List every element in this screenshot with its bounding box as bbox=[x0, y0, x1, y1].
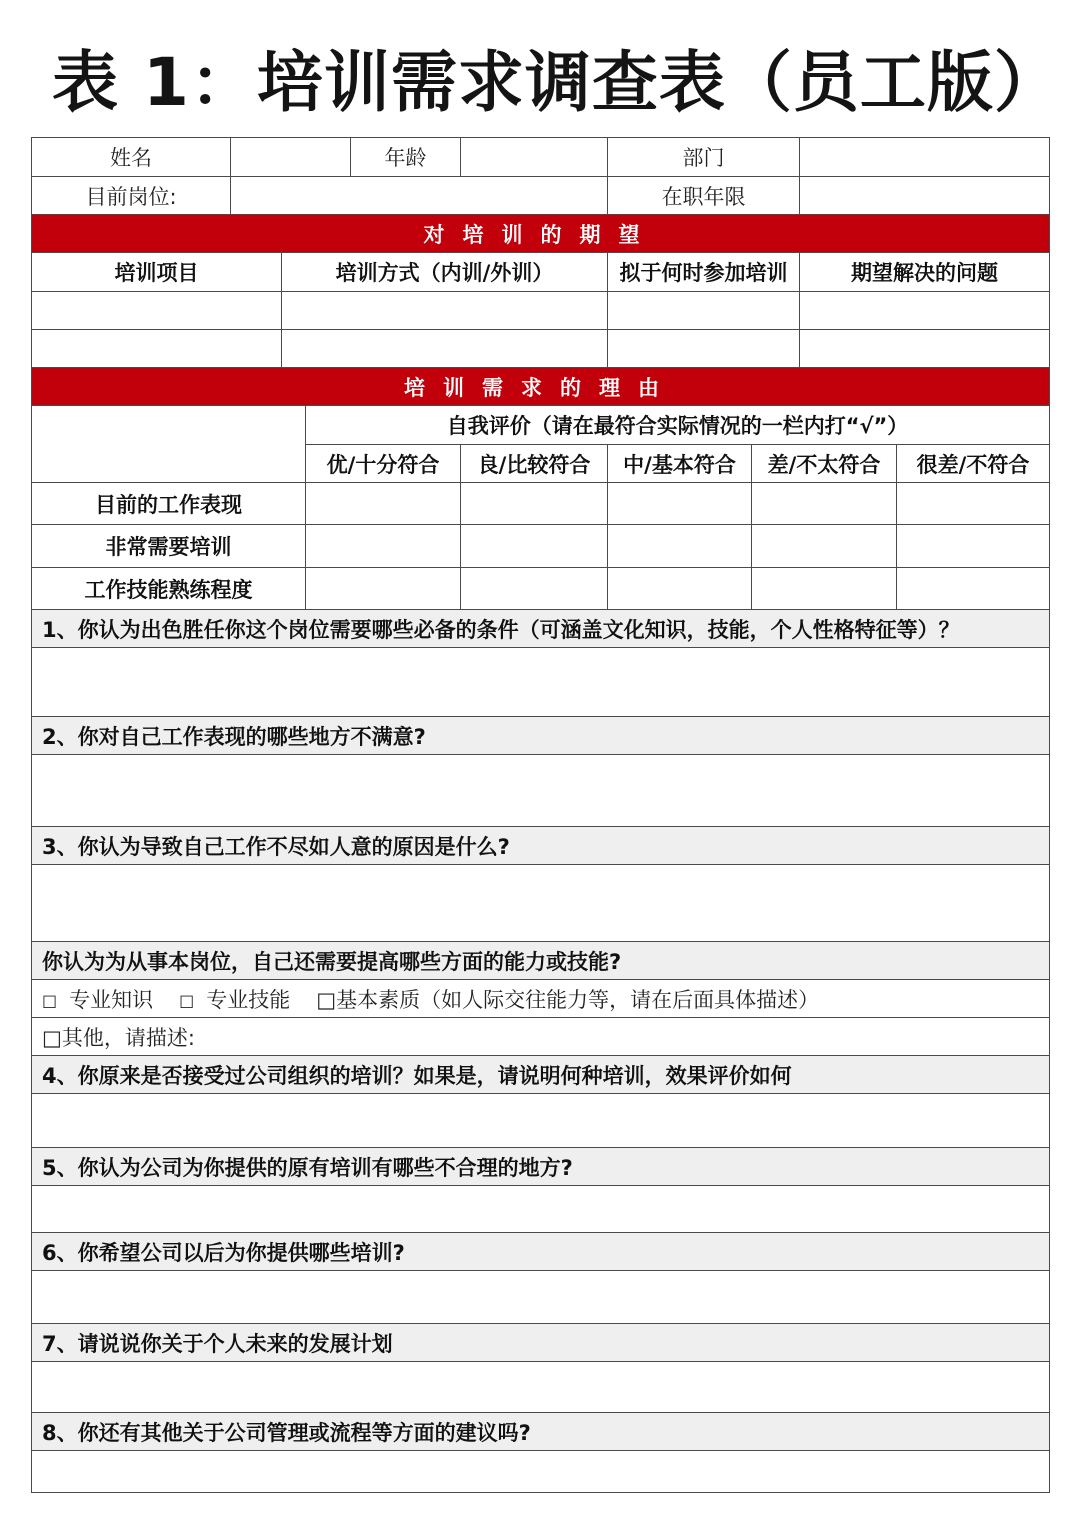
option-basic-quality[interactable]: □基本素质（如人际交往能力等，请在后面具体描述） bbox=[316, 987, 820, 1012]
rating-cell[interactable] bbox=[306, 568, 461, 610]
page-title: 表 1：培训需求调查表（员工版） bbox=[52, 44, 1061, 121]
tenure-field[interactable] bbox=[800, 177, 1050, 215]
answer-8[interactable] bbox=[32, 1451, 1050, 1493]
question-6: 6、你希望公司以后为你提供哪些培训? bbox=[32, 1233, 1050, 1271]
question-5: 5、你认为公司为你提供的原有培训有哪些不合理的地方? bbox=[32, 1148, 1050, 1186]
rating-cell[interactable] bbox=[306, 483, 461, 525]
question-4: 4、你原来是否接受过公司组织的培训？如果是，请说明何种培训，效果评价如何 bbox=[32, 1056, 1050, 1094]
checkbox-icon[interactable]: □ bbox=[42, 990, 58, 1010]
rating-cell[interactable] bbox=[461, 483, 608, 525]
answer-7[interactable] bbox=[32, 1362, 1050, 1413]
header-expected-problem: 期望解决的问题 bbox=[800, 253, 1050, 292]
rating-cell[interactable] bbox=[752, 568, 897, 610]
answer-4[interactable] bbox=[32, 1094, 1050, 1148]
expectation-cell[interactable] bbox=[282, 292, 608, 330]
rating-cell[interactable] bbox=[897, 568, 1050, 610]
answer-1[interactable] bbox=[32, 648, 1050, 717]
rating-cell[interactable] bbox=[608, 568, 752, 610]
eval-row-label: 目前的工作表现 bbox=[32, 483, 306, 525]
option-other[interactable]: □其他，请描述: bbox=[32, 1018, 1050, 1056]
question-1: 1、你认为出色胜任你这个岗位需要哪些必备的条件（可涵盖文化知识，技能，个人性格特征等）？ bbox=[32, 610, 1050, 648]
age-label: 年龄 bbox=[351, 138, 461, 177]
name-label: 姓名 bbox=[32, 138, 231, 177]
eval-row-label: 工作技能熟练程度 bbox=[32, 568, 306, 610]
answer-6[interactable] bbox=[32, 1271, 1050, 1324]
question-8: 8、你还有其他关于公司管理或流程等方面的建议吗? bbox=[32, 1413, 1050, 1451]
header-training-mode: 培训方式（内训/外训） bbox=[282, 253, 608, 292]
option-professional-knowledge[interactable]: □ 专业知识 bbox=[42, 987, 154, 1012]
age-field[interactable] bbox=[461, 138, 608, 177]
rating-cell[interactable] bbox=[608, 525, 752, 568]
expectation-cell[interactable] bbox=[608, 292, 800, 330]
answer-2[interactable] bbox=[32, 755, 1050, 827]
ability-options bbox=[32, 980, 1050, 1018]
name-field[interactable] bbox=[231, 138, 351, 177]
table-row bbox=[32, 330, 1050, 368]
expectation-cell[interactable] bbox=[282, 330, 608, 368]
rating-good: 良/比较符合 bbox=[461, 445, 608, 483]
tenure-label: 在职年限 bbox=[608, 177, 800, 215]
table-row bbox=[32, 483, 1050, 525]
dept-label: 部门 bbox=[608, 138, 800, 177]
expectation-cell[interactable] bbox=[32, 292, 282, 330]
self-eval-label: 自我评价（请在最符合实际情况的一栏内打“√”） bbox=[306, 406, 1050, 445]
reason-corner-cell bbox=[32, 406, 306, 483]
rating-excellent: 优/十分符合 bbox=[306, 445, 461, 483]
checkbox-icon[interactable]: □ bbox=[179, 990, 195, 1010]
reason-banner: 培训需求的理由 bbox=[32, 368, 1050, 406]
question-3: 3、你认为导致自己工作不尽如人意的原因是什么? bbox=[32, 827, 1050, 865]
position-label: 目前岗位: bbox=[32, 177, 231, 215]
eval-row-label: 非常需要培训 bbox=[32, 525, 306, 568]
rating-cell[interactable] bbox=[608, 483, 752, 525]
rating-average: 中/基本符合 bbox=[608, 445, 752, 483]
expectation-cell[interactable] bbox=[32, 330, 282, 368]
question-ability: 你认为为从事本岗位，自己还需要提高哪些方面的能力或技能? bbox=[32, 942, 1050, 980]
rating-poor: 差/不太符合 bbox=[752, 445, 897, 483]
option-professional-skill[interactable]: □ 专业技能 bbox=[179, 987, 291, 1012]
table-row bbox=[32, 568, 1050, 610]
header-training-time: 拟于何时参加培训 bbox=[608, 253, 800, 292]
expectation-cell[interactable] bbox=[800, 330, 1050, 368]
rating-cell[interactable] bbox=[897, 525, 1050, 568]
answer-3[interactable] bbox=[32, 865, 1050, 942]
rating-cell[interactable] bbox=[461, 525, 608, 568]
expectation-cell[interactable] bbox=[800, 292, 1050, 330]
rating-cell[interactable] bbox=[461, 568, 608, 610]
expectation-cell[interactable] bbox=[608, 330, 800, 368]
table-row bbox=[32, 292, 1050, 330]
rating-cell[interactable] bbox=[752, 483, 897, 525]
answer-5[interactable] bbox=[32, 1186, 1050, 1233]
rating-very-poor: 很差/不符合 bbox=[897, 445, 1050, 483]
question-2: 2、你对自己工作表现的哪些地方不满意? bbox=[32, 717, 1050, 755]
table-row bbox=[32, 525, 1050, 568]
expectation-banner: 对培训的期望 bbox=[32, 215, 1050, 253]
rating-cell[interactable] bbox=[897, 483, 1050, 525]
position-field[interactable] bbox=[231, 177, 608, 215]
rating-cell[interactable] bbox=[752, 525, 897, 568]
survey-form bbox=[31, 137, 1050, 1493]
dept-field[interactable] bbox=[800, 138, 1050, 177]
question-7: 7、请说说你关于个人未来的发展计划 bbox=[32, 1324, 1050, 1362]
rating-cell[interactable] bbox=[306, 525, 461, 568]
header-training-item: 培训项目 bbox=[32, 253, 282, 292]
